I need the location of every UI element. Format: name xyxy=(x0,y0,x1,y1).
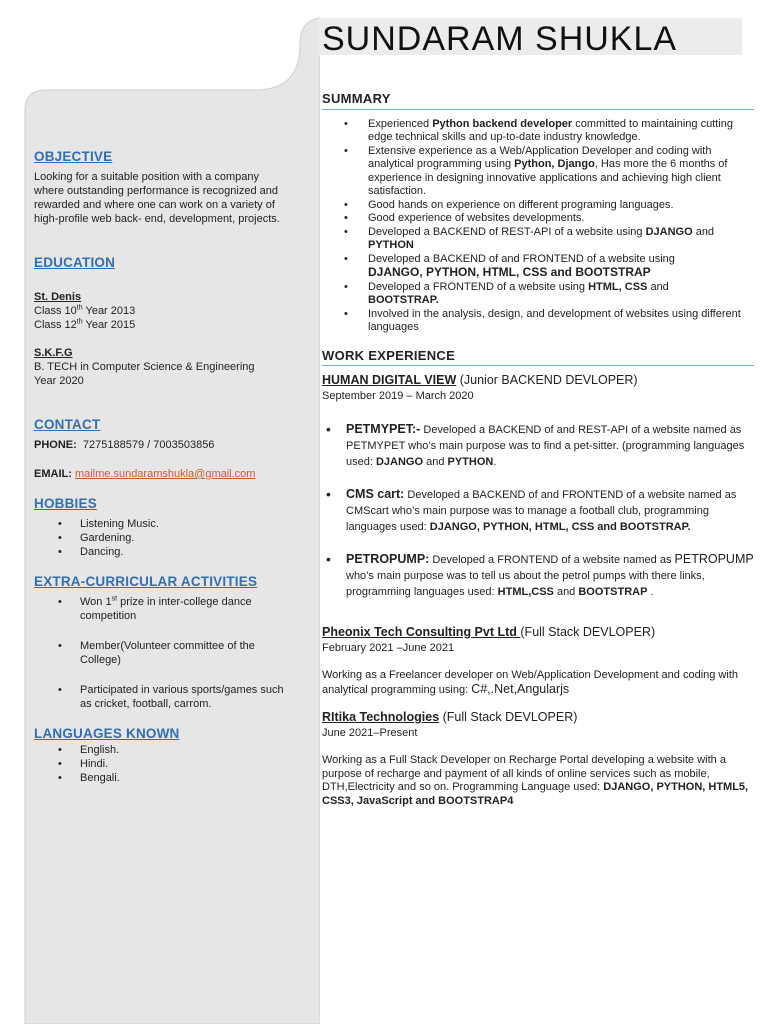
work-experience-heading: WORK EXPERIENCE xyxy=(322,349,754,367)
summary-item: • Good hands on experience on different programing languages. xyxy=(368,199,754,213)
job-description: Working as a Full Stack Developer on Recharge Portal developing a website with a purpose of recharge and payment of all kinds of online services such as mobile, DTH,Electricity and so on. Programming Language used: DJANGO, PYTHON, HTML5, CSS3, JavaScript and BOOTSTRAP4 xyxy=(322,754,749,807)
project-item: • PETROPUMP: Developed a FRONTEND of a website named as PETROPUMP who’s main purpose was to tell us about the petrol pumps with there links, programming languages used: HTML,CSS and BOOTSTRAP . xyxy=(346,551,754,600)
phone-number: 7275188579 / 7003503856 xyxy=(82,439,215,451)
summary-item: • Good experience of websites developments. xyxy=(368,212,754,226)
college-name: S.K.F.G xyxy=(34,347,73,359)
job-description: Working as a Freelancer developer on Web/Application Development and coding with analytical programming using: C#,.Net,Angularjs xyxy=(322,669,738,696)
objective-text: Looking for a suitable position with a company where outstanding performance is recognized and rewarded and where one can work on a variety of high-profile web back- end, development, projects. xyxy=(34,171,280,225)
company-name: RItika Technologies xyxy=(322,710,440,724)
company-name: HUMAN DIGITAL VIEW xyxy=(322,373,457,387)
job-pheonix-tech xyxy=(322,626,754,697)
school-name: St. Denis xyxy=(34,291,82,303)
languages-section xyxy=(34,727,284,785)
activity-item: • Member(Volunteer committee of the College) xyxy=(80,639,284,667)
job-dates: September 2019 – March 2020 xyxy=(322,389,474,402)
hobbies-section xyxy=(34,497,284,559)
activity-item: • Participated in various sports/games such as cricket, football, carrom. xyxy=(80,683,284,711)
extracurricular-heading: EXTRA-CURRICULAR ACTIVITIES xyxy=(34,574,258,589)
contact-heading: CONTACT xyxy=(34,417,101,432)
class-10-line: Class 10th Year 2013 xyxy=(34,304,136,317)
job-role: (Full Stack DEVLOPER) xyxy=(439,710,578,724)
email-label: EMAIL: xyxy=(34,468,72,480)
language-item: • Hindi. xyxy=(80,757,284,771)
education-section xyxy=(34,256,284,388)
languages-heading: LANGUAGES KNOWN xyxy=(34,726,180,741)
summary-item: • Developed a FRONTEND of a website using HTML, CSS and BOOTSTRAP. xyxy=(368,281,754,308)
phone-label: PHONE: xyxy=(34,439,77,451)
job-role: (Full Stack DEVLOPER) xyxy=(520,625,656,639)
graduation-year: Year 2020 xyxy=(34,375,84,387)
objective-section xyxy=(34,150,284,226)
summary-item: • Involved in the analysis, design, and development of websites using different languages xyxy=(368,308,754,335)
hobby-item: • Gardening. xyxy=(80,531,284,545)
candidate-name: SUNDARAM SHUKLA xyxy=(322,20,678,58)
job-ritika-technologies xyxy=(322,711,754,808)
degree: B. TECH in Computer Science & Engineering xyxy=(34,361,255,373)
summary-item: • Extensive experience as a Web/Application Developer and coding with analytical programming using Python, Django, Has more the 6 months of experience in designing innovative applications and achieving high client satisfaction. xyxy=(368,145,754,199)
hobbies-heading: HOBBIES xyxy=(34,496,97,511)
job-human-digital-view xyxy=(322,374,754,600)
language-item: • Bengali. xyxy=(80,771,284,785)
language-item: • English. xyxy=(80,743,284,757)
summary-item: • Developed a BACKEND of REST-API of a website using DJANGO and PYTHON xyxy=(368,226,754,253)
extracurricular-section xyxy=(34,575,284,711)
job-role: (Junior BACKEND DEVLOPER) xyxy=(456,373,638,387)
activity-item: • Won 1st prize in inter-college dance competition xyxy=(80,595,284,623)
summary-heading: SUMMARY xyxy=(322,92,754,110)
education-heading: EDUCATION xyxy=(34,255,116,270)
hobby-item: • Listening Music. xyxy=(80,517,284,531)
objective-heading: OBJECTIVE xyxy=(34,149,113,164)
email-link[interactable]: mailme.sundaramshukla@gmail.com xyxy=(74,468,256,480)
class-12-line: Class 12th Year 2015 xyxy=(34,318,136,331)
hobby-item: • Dancing. xyxy=(80,545,284,559)
summary-item: • Developed a BACKEND of and FRONTEND of a website using DJANGO, PYTHON, HTML, CSS and BOOTSTRAP xyxy=(368,253,754,281)
summary-list xyxy=(322,118,754,335)
summary-item: • Experienced Python backend developer committed to maintaining cutting edge technical skills and up-to-date industry knowledge. xyxy=(368,118,754,145)
company-name: Pheonix Tech Consulting Pvt Ltd xyxy=(322,625,521,639)
job-dates: June 2021–Present xyxy=(322,726,418,739)
job-dates: February 2021 –June 2021 xyxy=(322,641,455,654)
project-item: • PETMYPET:- Developed a BACKEND of and REST-API of a website named as PETMYPET who’s main purpose was to find a pet-sitter. (programming languages used: DJANGO and PYTHON. xyxy=(346,421,754,470)
contact-section xyxy=(34,418,284,481)
project-item: • CMS cart: Developed a BACKEND of and FRONTEND of a website named as CMScart who’s main purpose was to manage a football club, programming languages used: DJANGO, PYTHON, HTML, CSS and BOOTSTRAP. xyxy=(346,486,754,535)
sidebar xyxy=(34,150,284,785)
main-content xyxy=(322,92,754,808)
